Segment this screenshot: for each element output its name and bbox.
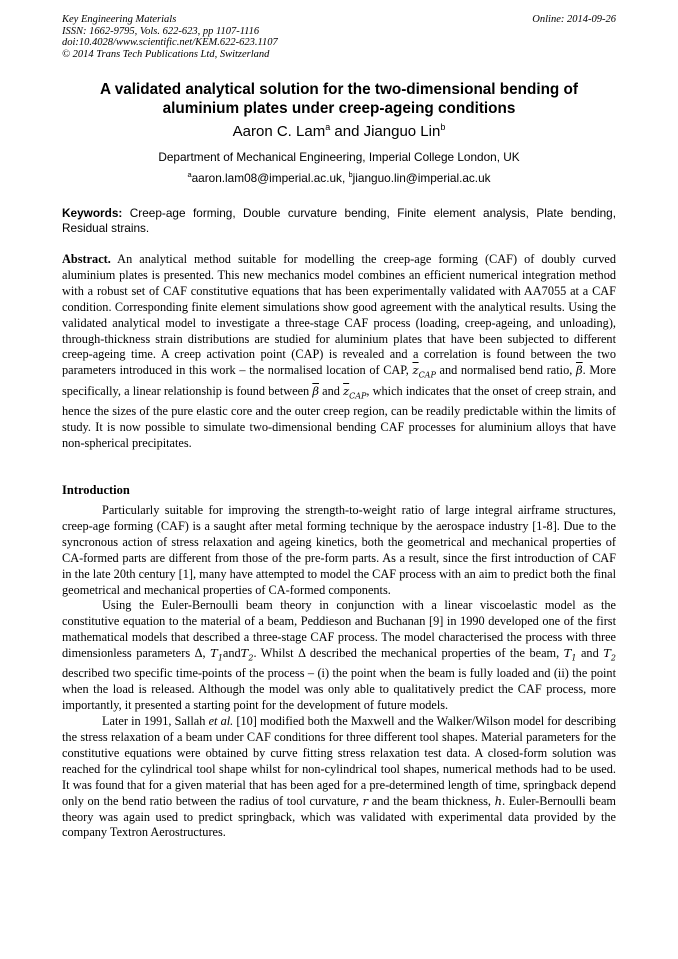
zcap-symbol: [412, 363, 436, 380]
t1-sub-2: 1: [571, 653, 577, 663]
p3-text-c: and the beam thickness,: [368, 793, 495, 808]
intro-paragraph-3: [62, 714, 616, 841]
beta-symbol-2: $\overline{\beta}$: [312, 383, 320, 398]
p3-text-d: . Euler-Bernoulli beam theory was again used to predict springback, which was validated with experimental data provided by the company Textron Aerostructures.: [62, 793, 616, 840]
abstract-text-5: , which indicates that the onset of creep strain, and hence the sizes of the pure elastic core and the outer creep region, can be readily predictable within the limits of study. It is now possible to simulate two-dimensional bending CAF processes for aluminium alloys that have non-spherical precipitates.: [62, 383, 617, 450]
abstract-text-3: . More specifically, a linear relationship is found between: [62, 363, 616, 398]
p2-text-a: Using the Euler-Bernoulli beam theory in conjunction with a linear viscoelastic model as the constitutive equation to the material of a beam, Peddieson and Buchanan [9] in 1990 developed one of the first mathematical models that described a three-stage CAF process. The model characterised the process with three dimensionless parameters Δ,: [62, 598, 616, 661]
author-1: Aaron C. Lam: [232, 123, 326, 140]
t2-t: T: [240, 646, 249, 661]
paper-title: A validated analytical solution for the two-dimensional bending of aluminium plates under creep-ageing conditions: [100, 81, 578, 117]
introduction-body: [62, 503, 616, 841]
doi-line: doi:10.4028/www.scientific.net/KEM.622-623.1107: [62, 37, 278, 48]
p3-text-b: [10] modified both the Maxwell and the Walker/Wilson model for describing the stress relaxation of a beam under CAF conditions for three different tool shapes. Material parameters for the constitutive equations were obtained by curve fitting stress relaxation test data. A closed-form solution was reached for the cylindrical tool shape whilst for non-cylindrical tool shapes, numerical methods had to be used. It was found that for a given material that has been aged for a pre-determined length of time, springback depend only on the bend ratio between the radius of tool curvature,: [62, 714, 616, 808]
keywords-label: Keywords:: [62, 206, 123, 220]
journal-name: Key Engineering Materials: [62, 14, 177, 25]
zcap-z-2: $\overline{z}$: [343, 383, 350, 398]
copyright-line: © 2014 Trans Tech Publications Ltd, Switzerland: [62, 48, 270, 60]
section-heading-introduction: Introduction: [62, 483, 130, 497]
t1-symbol: [210, 646, 223, 663]
p2-text-c: and: [576, 646, 604, 661]
email-b[interactable]: jianguo.lin@imperial.ac.uk: [352, 171, 491, 185]
t2-sub-2: 2: [610, 653, 616, 663]
online-date: Online: 2014-09-26: [532, 14, 616, 25]
email-b-mark: b: [348, 170, 353, 179]
h-symbol: h: [494, 793, 503, 808]
t1-sub: 1: [217, 653, 223, 663]
email-a-mark: a: [187, 170, 192, 179]
zcap-subscript-2: CAP: [349, 390, 367, 400]
intro-paragraph-2: [62, 598, 616, 714]
r-symbol: r: [362, 793, 369, 808]
et-al: et al.: [208, 714, 234, 729]
intro-paragraph-1: Particularly suitable for improving the strength-to-weight ratio of large integral airframe structures, creep-age forming (CAF) is a saught after metal forming technique by the aerospace industry [1-8]. Due to the syncronous action of stress relaxation and ageing kinetics, both the geometrical and mechanical properties of CA-formed parts are different from those of the pre-form parts. As a result, since the first introduction of CAF in the late 20th century [1], many have attempted to model the CAF process with an aim to predict both the final geometrical and mechanical properties of CA-formed components.: [62, 503, 616, 597]
p3-text-a: Later in 1991, Sallah: [102, 714, 209, 729]
author-2-mark: b: [440, 122, 446, 132]
t2-symbol: [240, 646, 254, 663]
author-2: Jianguo Lin: [363, 123, 441, 140]
t2-t-2: T: [603, 646, 611, 661]
p2-text-d: described two specific time-points of the process – (i) the point when the beam is fully loaded and (ii) the point when the load is released. Although the model was only able to qualitatively predict the CAF process, more importantly, it presented a starting point for the development of future models.: [62, 666, 616, 713]
p2-and: and: [222, 646, 241, 661]
author-line: [62, 123, 616, 141]
keywords: [62, 206, 616, 236]
keywords-text: Creep-age forming, Double curvature bending, Finite element analysis, Plate bending, Residual strains.: [62, 206, 616, 235]
abstract-text-4: and: [319, 383, 344, 398]
zcap-subscript: CAP: [418, 370, 436, 380]
abstract-text-1: An analytical method suitable for modelling the creep-age forming (CAF) of doubly curved aluminium plates is presented. This new mechanics model combines an efficient numerical integration method with a robust set of CAF constitutive equations that has been experimentally validated with AA7055 at a CAF condition. Corresponding finite element simulations show good agreement with the analytical results. Using the validated analytical model to investigate a three-stage CAF process (loading, creep-ageing, and unloading), through-thickness strain distributions are studied for aluminium plates that have been subjected to different creep-ageing time. A creep activation point (CAP) is revealed and a correlation is found between the two parameters introduced in this work – the normalised location of CAP,: [62, 252, 616, 378]
beta-symbol: $\overline{\beta}$: [575, 363, 583, 378]
issn-line: ISSN: 1662-9795, Vols. 622-623, pp 1107-1116: [62, 25, 260, 37]
t1-symbol-2: [563, 646, 577, 663]
zcap-symbol-2: [343, 384, 366, 398]
abstract-text-2: and normalised bend ratio,: [435, 363, 576, 378]
author-1-mark: a: [325, 122, 331, 132]
author-conjunction: and: [330, 123, 364, 140]
email-line: [62, 171, 616, 185]
abstract-label: Abstract.: [62, 252, 111, 266]
t1-t: T: [210, 646, 218, 661]
t1-t-2: T: [563, 646, 572, 661]
p2-text-b: . Whilst Δ described the mechanical properties of the beam,: [253, 646, 564, 661]
email-a[interactable]: aaron.lam08@imperial.ac.uk,: [191, 171, 349, 185]
t2-symbol-2: [603, 646, 616, 663]
abstract: [62, 252, 616, 451]
journal-header: [62, 14, 278, 60]
affiliation: Department of Mechanical Engineering, Imperial College London, UK: [158, 150, 520, 164]
zcap-z: $\overline{z}$: [412, 363, 419, 378]
t2-sub: 2: [248, 653, 254, 663]
